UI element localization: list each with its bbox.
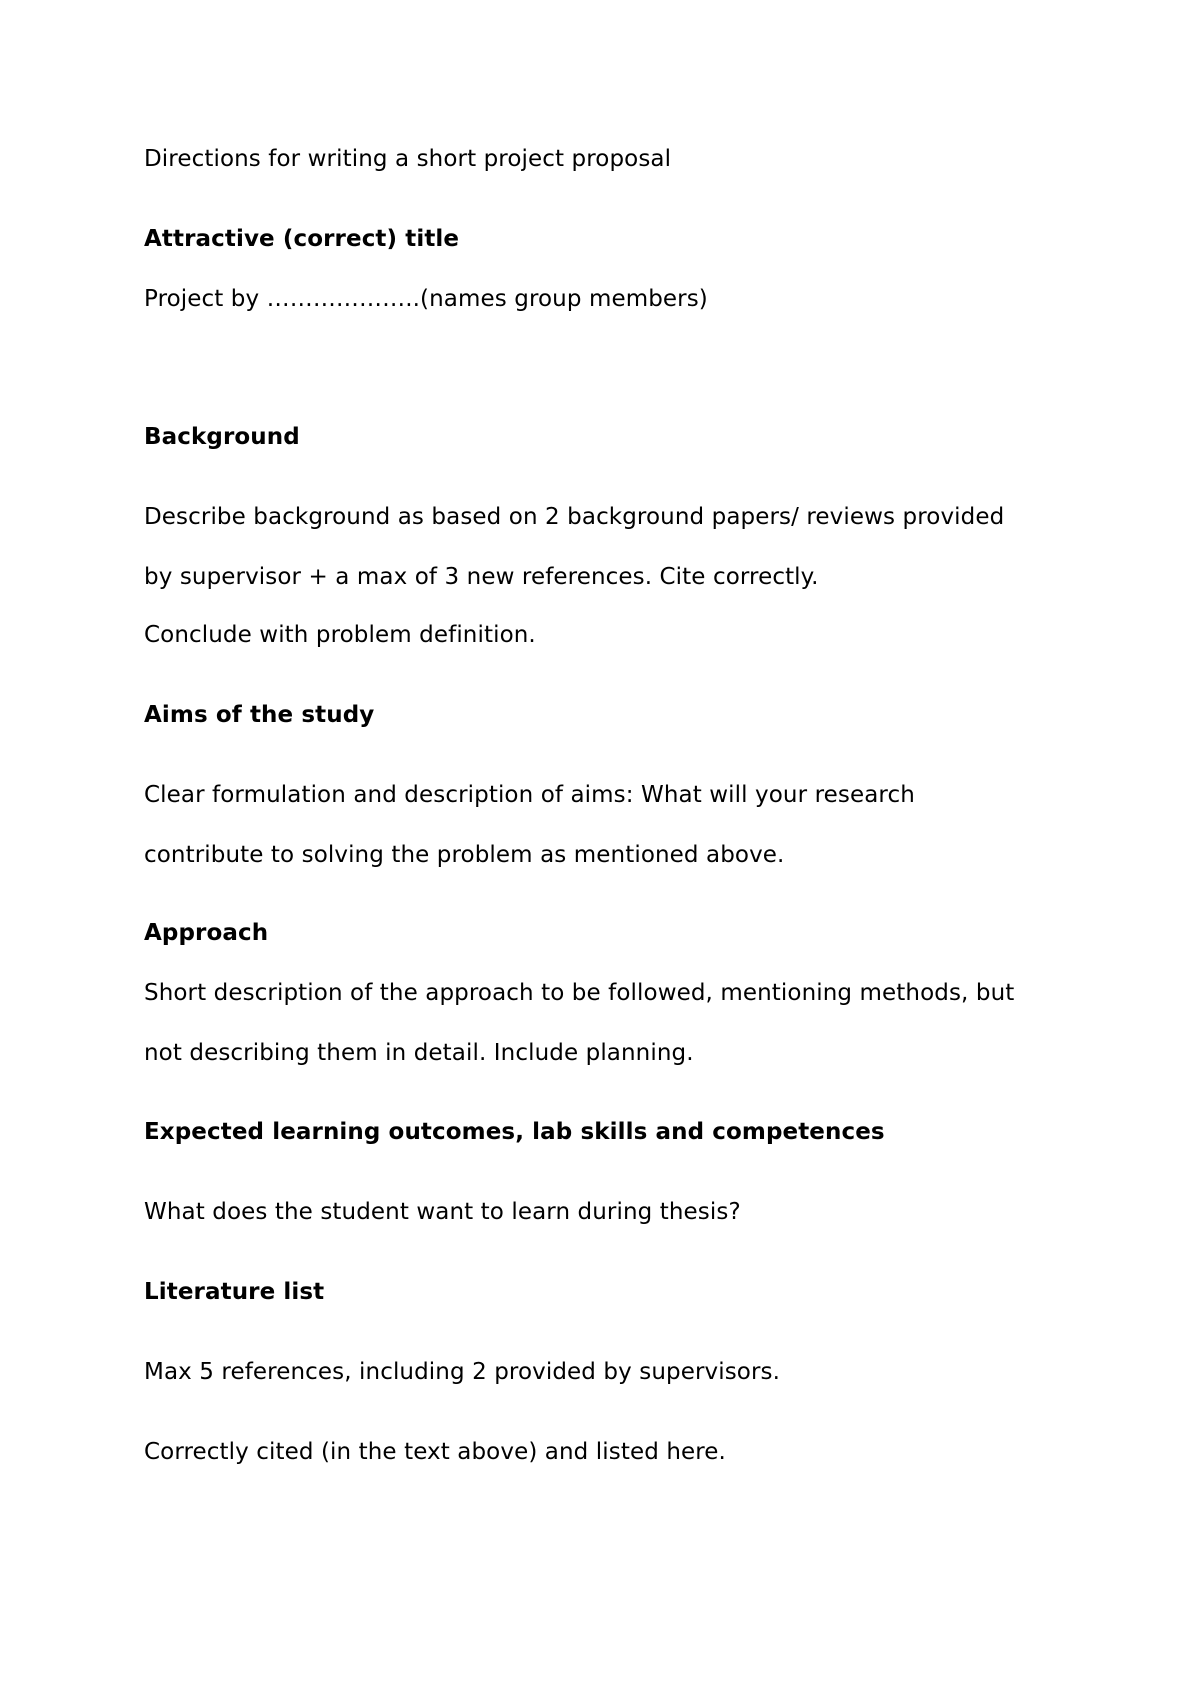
aims-heading: Aims of the study	[144, 702, 375, 728]
approach-line-1: Short description of the approach to be followed, mentioning methods, but	[144, 980, 1015, 1006]
intro-line: Directions for writing a short project proposal	[144, 146, 672, 172]
literature-heading: Literature list	[144, 1279, 325, 1305]
background-line-2: by supervisor + a max of 3 new references. Cite correctly.	[144, 564, 819, 590]
aims-line-1: Clear formulation and description of aims: What will your research	[144, 782, 915, 808]
outcomes-line-1: What does the student want to learn during thesis?	[144, 1199, 741, 1225]
project-by-line: Project by ………………..(names group members)	[144, 286, 708, 312]
approach-line-2: not describing them in detail. Include planning.	[144, 1040, 694, 1066]
background-heading: Background	[144, 424, 300, 450]
background-line-3: Conclude with problem definition.	[144, 622, 536, 648]
title-heading: Attractive (correct) title	[144, 226, 460, 252]
aims-line-2: contribute to solving the problem as mentioned above.	[144, 842, 785, 868]
literature-line-1: Max 5 references, including 2 provided by supervisors.	[144, 1359, 781, 1385]
approach-heading: Approach	[144, 920, 269, 946]
background-line-1: Describe background as based on 2 background papers/ reviews provided	[144, 504, 1005, 530]
literature-line-2: Correctly cited (in the text above) and listed here.	[144, 1439, 726, 1465]
outcomes-heading: Expected learning outcomes, lab skills and competences	[144, 1119, 885, 1145]
